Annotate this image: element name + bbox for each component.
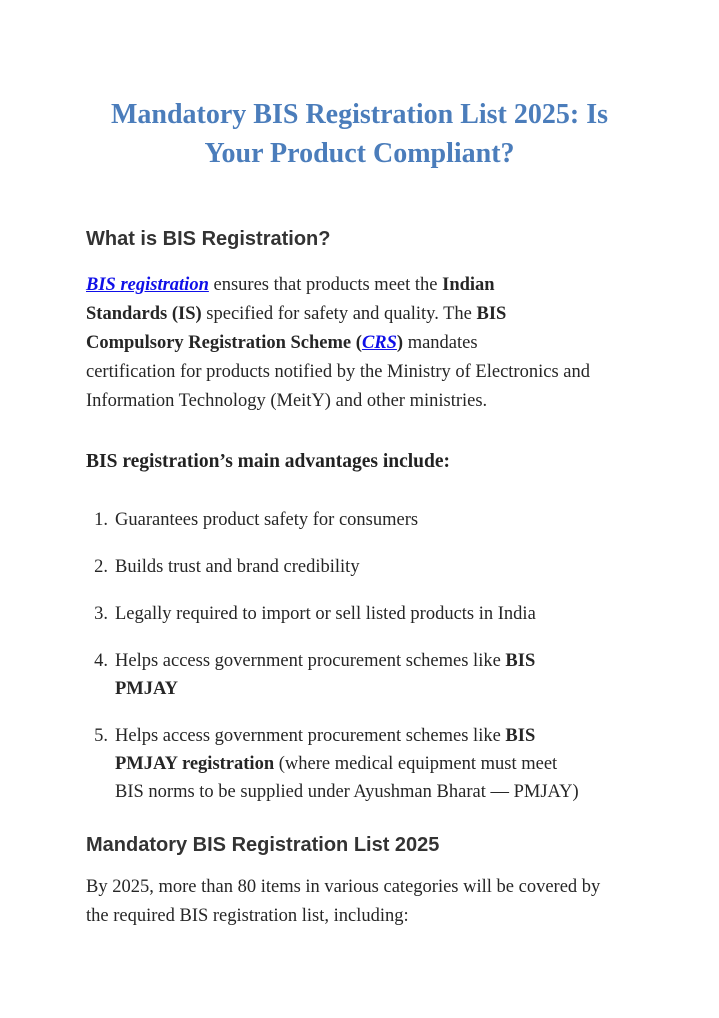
text-line	[86, 300, 633, 329]
document-page	[0, 95, 719, 1018]
list-item-number: 2.	[94, 557, 108, 577]
list-item-number: 1.	[94, 510, 108, 530]
list-item-number: 5.	[94, 726, 108, 746]
plain-text: Helps access government procurement schemes like	[115, 651, 506, 671]
bold-text: Indian	[442, 275, 495, 295]
text-line	[115, 647, 633, 675]
text-line	[115, 722, 633, 750]
doc-link[interactable]: CRS	[361, 333, 397, 353]
plain-text: Legally required to import or sell listed products in India	[115, 604, 536, 624]
text-line	[86, 902, 633, 931]
bold-text: BIS	[505, 651, 536, 671]
list-item-text	[115, 506, 633, 534]
list-item-text	[115, 600, 633, 628]
section-heading: What is BIS Registration?	[86, 228, 331, 250]
list-item	[86, 647, 633, 703]
text-line	[86, 873, 633, 902]
text-line	[86, 358, 633, 387]
bold-text: Compulsory Registration Scheme (	[86, 333, 362, 353]
sub-heading: BIS registration’s main advantages include:	[86, 451, 451, 472]
plain-text: BIS norms to be supplied under Ayushman Bharat — PMJAY)	[115, 782, 579, 802]
document-title	[86, 95, 633, 173]
list-item-text	[115, 553, 633, 581]
bold-text: PMJAY registration	[115, 754, 275, 774]
document-title-line: Mandatory BIS Registration List 2025: Is	[110, 99, 608, 130]
document-title-line: Your Product Compliant?	[204, 138, 515, 169]
bold-text: BIS	[505, 726, 536, 746]
text-line	[115, 553, 633, 581]
text-line	[115, 675, 633, 703]
paragraph	[86, 873, 633, 931]
text-line	[86, 387, 633, 416]
text-line	[115, 750, 633, 778]
numbered-list	[86, 506, 633, 806]
plain-text: (where medical equipment must meet	[274, 754, 558, 774]
text-line	[86, 271, 633, 300]
list-item-text	[115, 647, 633, 703]
list-item	[86, 600, 633, 628]
plain-text: mandates	[403, 333, 478, 353]
list-item	[86, 722, 633, 806]
plain-text: Helps access government procurement schemes like	[115, 726, 506, 746]
plain-text: ensures that products meet the	[208, 275, 443, 295]
list-item-text	[115, 722, 633, 806]
bold-text: Standards (IS)	[86, 304, 202, 324]
bold-text: PMJAY	[115, 679, 179, 699]
paragraph	[86, 271, 633, 416]
plain-text: Information Technology (MeitY) and other ministries.	[86, 391, 488, 411]
text-line	[115, 506, 633, 534]
list-item	[86, 553, 633, 581]
text-line	[115, 778, 633, 806]
plain-text: Builds trust and brand credibility	[115, 557, 360, 577]
doc-link[interactable]: BIS registration	[86, 275, 209, 295]
plain-text: the required BIS registration list, including:	[86, 906, 409, 926]
section-heading: Mandatory BIS Registration List 2025	[86, 834, 440, 856]
bold-text: BIS	[476, 304, 507, 324]
plain-text: specified for safety and quality. The	[201, 304, 477, 324]
document-body	[86, 226, 633, 931]
text-line	[86, 329, 633, 358]
list-item-number: 4.	[94, 651, 108, 671]
list-item	[86, 506, 633, 534]
list-item-number: 3.	[94, 604, 108, 624]
text-line	[115, 600, 633, 628]
plain-text: By 2025, more than 80 items in various categories will be covered by	[86, 877, 601, 897]
plain-text: Guarantees product safety for consumers	[115, 510, 419, 530]
plain-text: certification for products notified by the Ministry of Electronics and	[86, 362, 590, 382]
bold-text: )	[396, 333, 404, 353]
